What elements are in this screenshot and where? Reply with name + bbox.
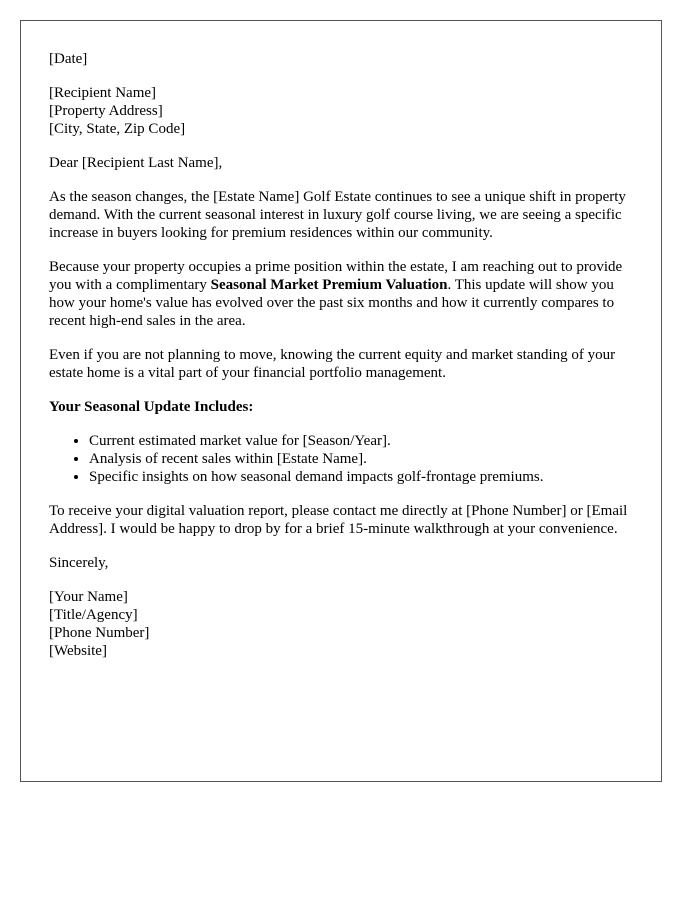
recipient-address: [Property Address] bbox=[49, 103, 163, 119]
signature-phone: [Phone Number] bbox=[49, 625, 150, 641]
recipient-block bbox=[49, 84, 633, 138]
list-item: • Analysis of recent sales within [Estate Name]. bbox=[89, 450, 633, 468]
paragraph-valuation-offer-end: . This update will show you how your home's value has evolved over the past six months and how it currently compares to recent high-end sales in the area. bbox=[49, 277, 615, 329]
signature-name: [Your Name] bbox=[49, 589, 128, 605]
recipient-name: [Recipient Name] bbox=[49, 85, 157, 101]
update-list bbox=[49, 432, 633, 486]
letter-page bbox=[20, 20, 662, 782]
list-item: • Specific insights on how seasonal demand impacts golf-frontage premiums. bbox=[89, 468, 633, 486]
letter-date: [Date] bbox=[49, 51, 88, 67]
signature-title: [Title/Agency] bbox=[49, 607, 138, 623]
paragraph-equity: Even if you are not planning to move, knowing the current equity and market standing of your estate home is a vital part of your financial portfolio management. bbox=[49, 347, 616, 381]
paragraph-valuation-offer bbox=[49, 258, 633, 330]
paragraph-intro: As the season changes, the [Estate Name] Golf Estate continues to see a unique shift in property demand. With the current seasonal interest in luxury golf course living, we are seeing a specific increase in buyers looking for premium residences within our community. bbox=[49, 189, 626, 241]
paragraph-valuation-offer-start: Because your property occupies a prime position within the estate, I am reaching out to provide you with a complimentary bbox=[49, 259, 623, 293]
valuation-name: Seasonal Market Premium Valuation bbox=[210, 277, 448, 293]
signature-website: [Website] bbox=[49, 643, 107, 659]
salutation: Dear [Recipient Last Name], bbox=[49, 155, 223, 171]
paragraph-contact: To receive your digital valuation report, please contact me directly at [Phone Number] or [Email Address]. I would be happy to drop by for a brief 15-minute walkthrough at your convenience. bbox=[49, 503, 628, 537]
signature-block bbox=[49, 588, 633, 660]
list-item: • Current estimated market value for [Season/Year]. bbox=[89, 432, 633, 450]
recipient-city: [City, State, Zip Code] bbox=[49, 121, 186, 137]
list-heading: Your Seasonal Update Includes: bbox=[49, 399, 254, 415]
closing: Sincerely, bbox=[49, 555, 109, 571]
